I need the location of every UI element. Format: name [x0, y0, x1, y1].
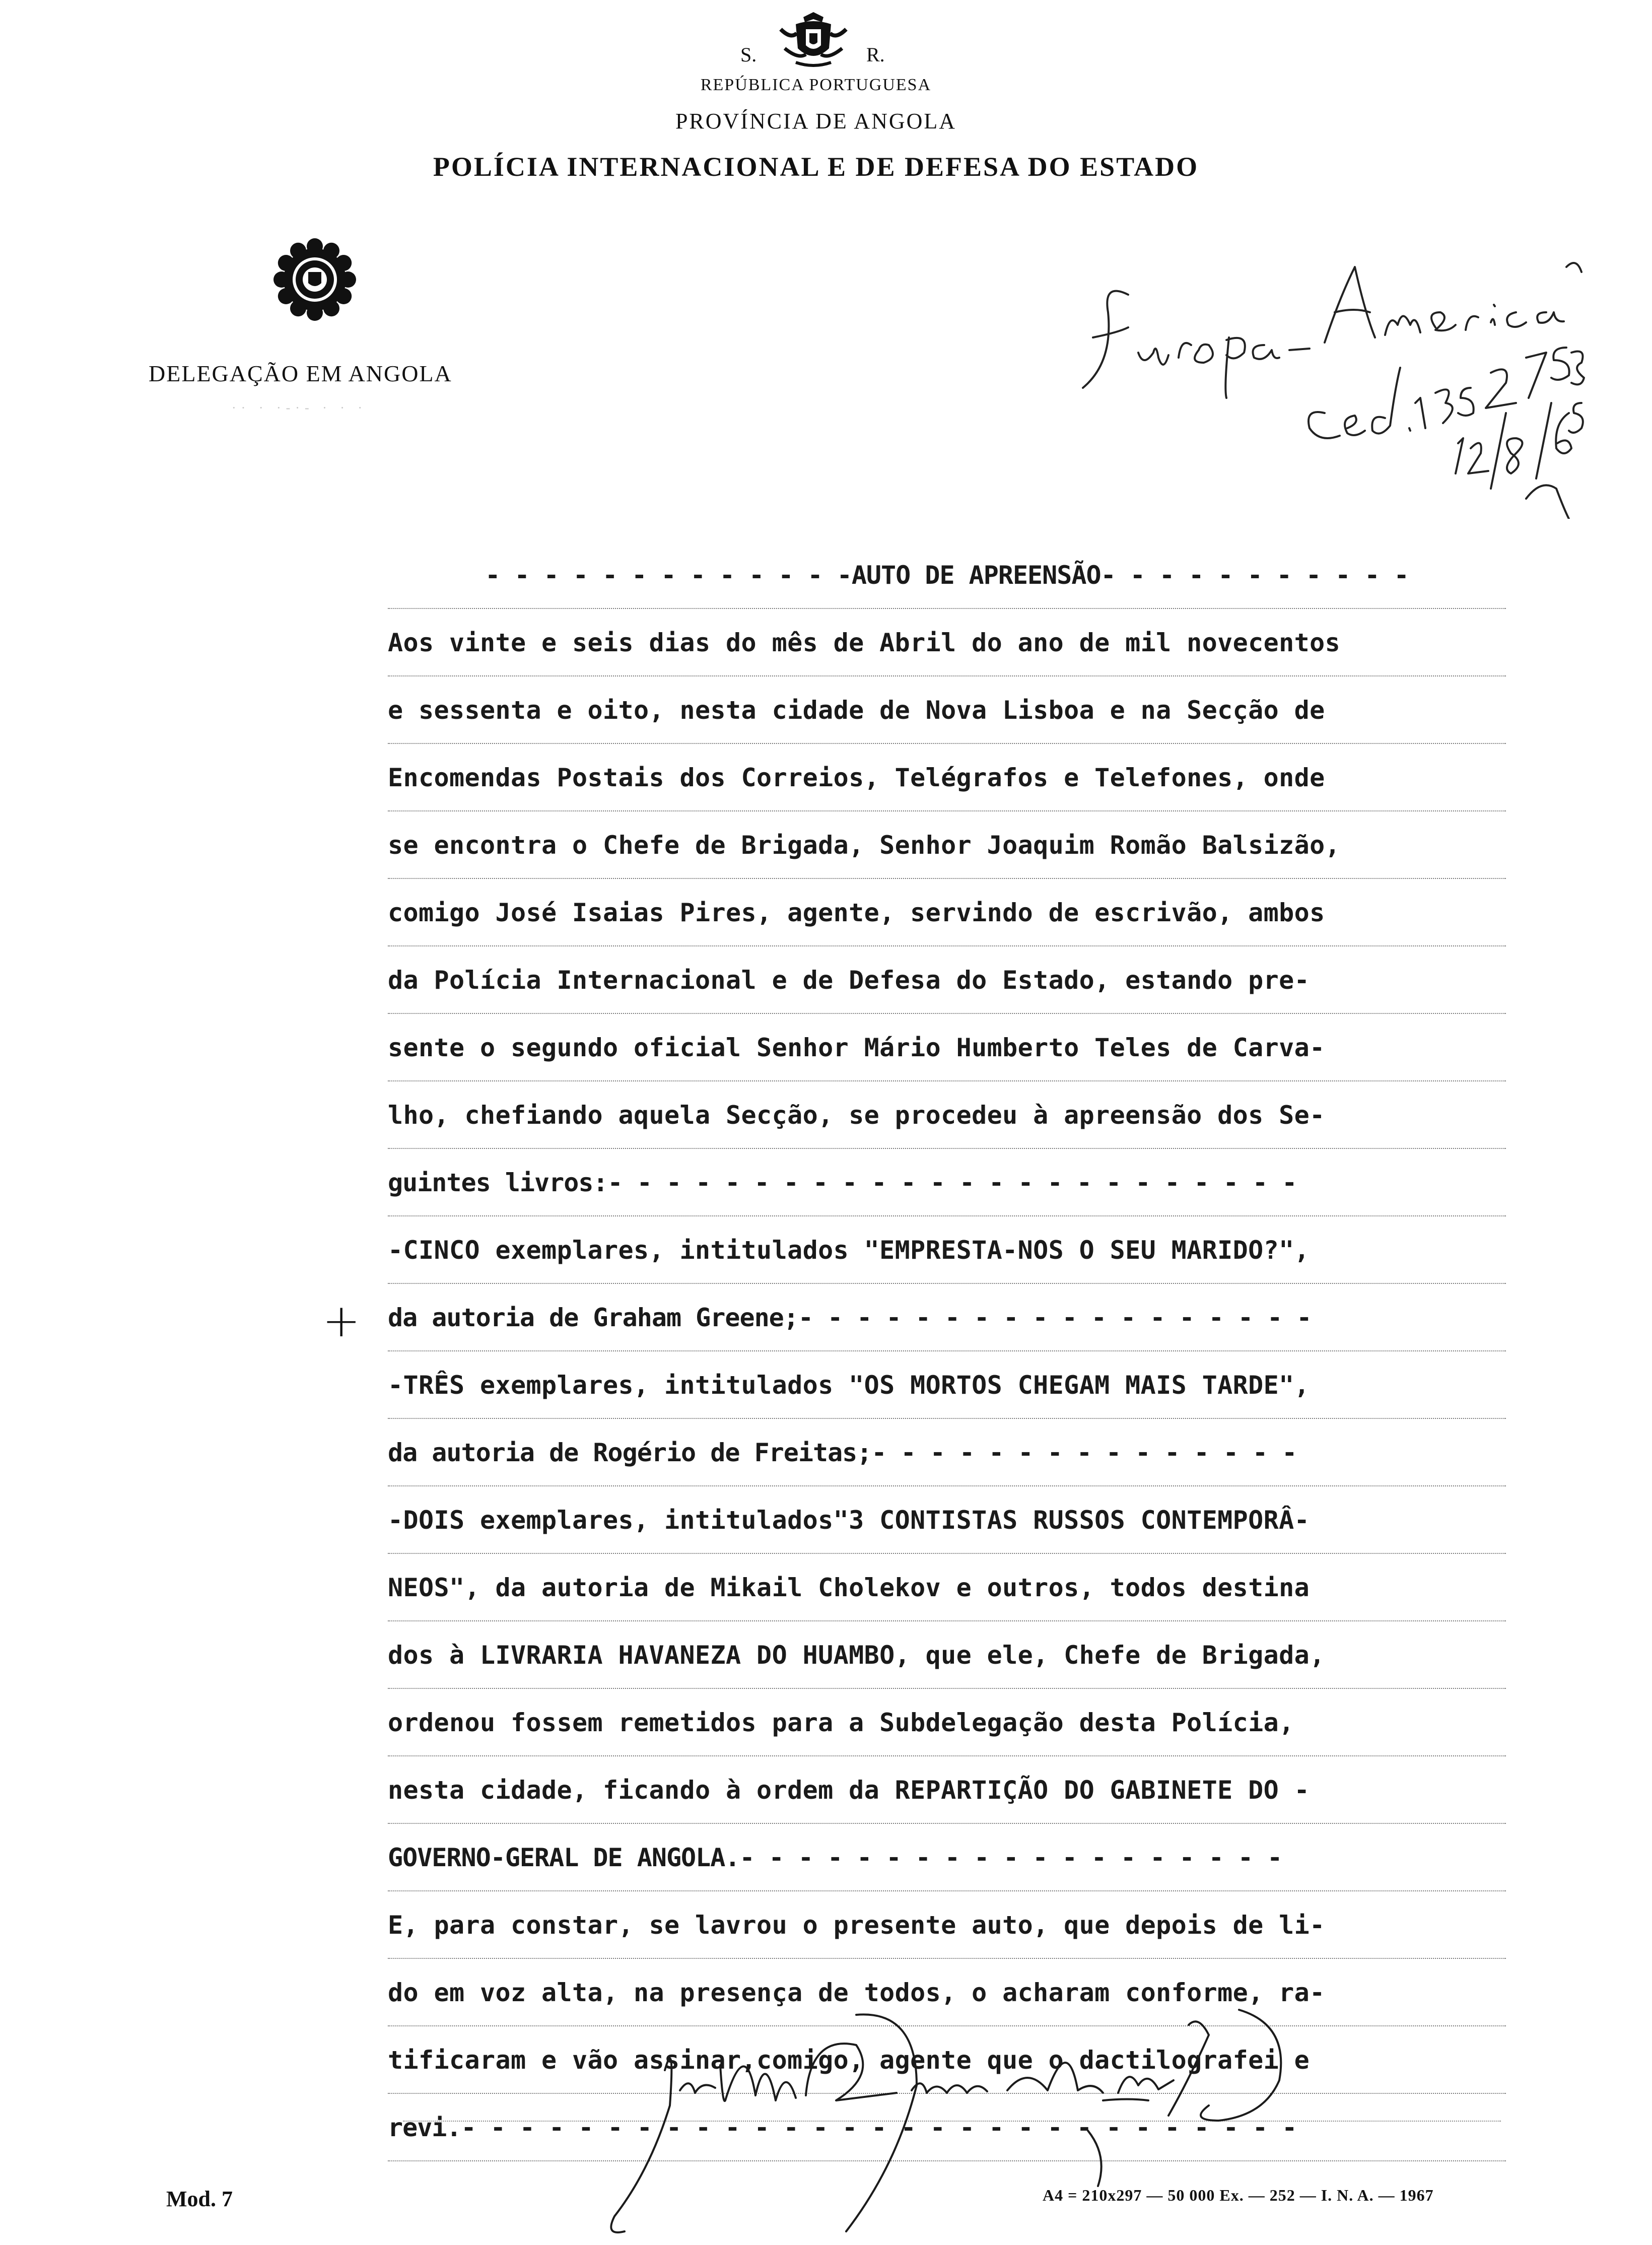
typed-line: se encontra o Chefe de Brigada, Senhor Joaquim Romão Balsizão,: [388, 811, 1506, 879]
province-heading: PROVÍNCIA DE ANGOLA: [675, 109, 957, 133]
typed-line: -CINCO exemplares, intitulados "EMPRESTA-NOS O SEU MARIDO?",: [388, 1216, 1506, 1284]
typed-line: guintes livros:- - - - - - - - - - - - - - - - - - - - - - - -: [388, 1149, 1506, 1216]
typed-line: Aos vinte e seis dias do mês de Abril do ano de mil novecentos: [388, 609, 1506, 676]
delegation-label: DELEGAÇÃO EM ANGOLA: [149, 361, 452, 386]
typed-line: comigo José Isaias Pires, agente, servindo de escrivão, ambos: [388, 879, 1506, 946]
typed-line: NEOS", da autoria de Mikail Cholekov e outros, todos destina: [388, 1554, 1506, 1621]
handwritten-annotation: [1073, 237, 1587, 519]
margin-plus-mark: +: [322, 1295, 361, 1347]
typed-line: sente o segundo oficial Senhor Mário Humberto Teles de Carva-: [388, 1014, 1506, 1081]
typed-report: [388, 541, 1506, 2161]
seal-letter-s: S.: [740, 43, 757, 66]
handwritten-signature: [594, 2005, 1370, 2241]
agency-heading: POLÍCIA INTERNACIONAL E DE DEFESA DO ESTADO: [433, 152, 1199, 182]
typed-line: da Polícia Internacional e de Defesa do Estado, estando pre-: [388, 946, 1506, 1014]
typed-line: nesta cidade, ficando à ordem da REPARTIÇÃO DO GABINETE DO -: [388, 1756, 1506, 1824]
report-title-line: - - - - - - - - - - - - -AUTO DE APREENSÃO- - - - - - - - - - -: [388, 541, 1506, 609]
form-number: Mod. 7: [166, 2187, 233, 2211]
typed-line: lho, chefiando aquela Secção, se procedeu à apreensão dos Se-: [388, 1081, 1506, 1149]
typed-line: da autoria de Rogério de Freitas;- - - - - - - - - - - - - - -: [388, 1419, 1506, 1486]
typed-line: dos à LIVRARIA HAVANEZA DO HUAMBO, que ele, Chefe de Brigada,: [388, 1621, 1506, 1689]
typed-line: revi.- - - - - - - - - - - - - - - - - - - - - - - - - - - - -: [388, 2094, 1506, 2161]
typed-line: E, para constar, se lavrou o presente auto, que depois de li-: [388, 1891, 1506, 1959]
typed-line: do em voz alta, na presença de todos, o acharam conforme, ra-: [388, 1959, 1506, 2026]
typed-line: -TRÊS exemplares, intitulados "OS MORTOS CHEGAM MAIS TARDE",: [388, 1351, 1506, 1419]
typed-line: -DOIS exemplares, intitulados"3 CONTISTAS RUSSOS CONTEMPORÂ-: [388, 1486, 1506, 1554]
printer-imprint: A4 = 210x297 — 50 000 Ex. — 252 — I. N. A. — 1967: [1043, 2186, 1434, 2204]
seal-letter-r: R.: [866, 43, 885, 66]
typed-line: da autoria de Graham Greene;- - - - - - - - - - - - - - - - - -: [388, 1284, 1506, 1351]
typed-line: Encomendas Postais dos Correios, Telégrafos e Telefones, onde: [388, 744, 1506, 811]
typed-line: tificaram e vão assinar,comigo, agente que o dactilografei e: [388, 2026, 1506, 2094]
typed-line: ordenou fossem remetidos para a Subdelegação desta Polícia,: [388, 1689, 1506, 1756]
coat-of-arms-icon: [776, 9, 851, 70]
typed-line: e sessenta e oito, nesta cidade de Nova Lisboa e na Secção de: [388, 676, 1506, 744]
faded-marks: ·· · ·-·- · · ·: [232, 400, 368, 415]
pide-emblem-icon: [272, 237, 358, 322]
typed-line: GOVERNO-GERAL DE ANGOLA.- - - - - - - - - - - - - - - - - - -: [388, 1824, 1506, 1891]
republic-heading: REPÚBLICA PORTUGUESA: [700, 76, 932, 94]
